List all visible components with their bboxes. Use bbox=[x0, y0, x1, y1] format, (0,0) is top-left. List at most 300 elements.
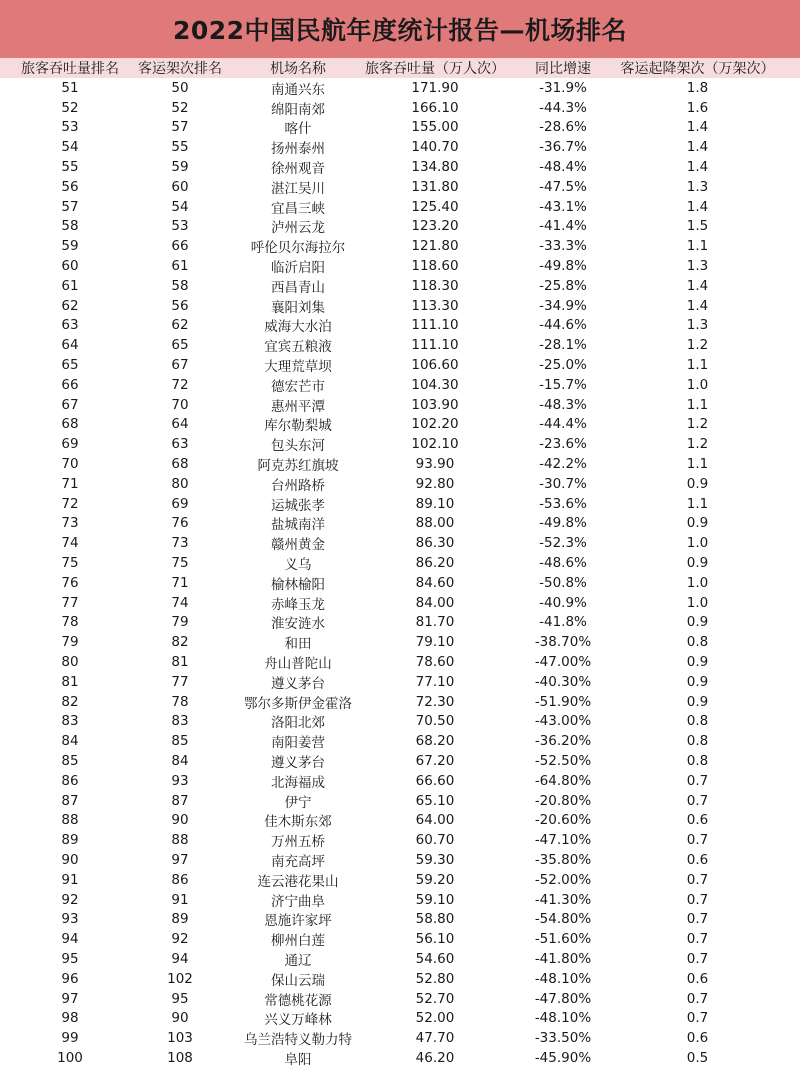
cell-flight-movements: 0.6 bbox=[686, 970, 709, 987]
cell-flight-rank: 78 bbox=[171, 693, 189, 710]
cell-airport-name: 常德桃花源 bbox=[264, 992, 332, 1009]
cell-passenger-throughput: 84.60 bbox=[415, 574, 455, 591]
cell-flight-rank: 87 bbox=[171, 792, 189, 809]
cell-flight-movements: 0.7 bbox=[686, 792, 709, 809]
cell-passenger-rank: 68 bbox=[61, 416, 79, 433]
cell-airport-name: 北海福成 bbox=[271, 774, 325, 791]
cell-yoy-growth: -33.3% bbox=[539, 238, 587, 255]
cell-airport-name: 南通兴东 bbox=[271, 81, 325, 98]
cell-airport-name: 伊宁 bbox=[284, 794, 312, 811]
table-row bbox=[0, 355, 800, 375]
cell-yoy-growth: -52.00% bbox=[534, 871, 592, 888]
cell-passenger-rank: 72 bbox=[61, 495, 79, 512]
cell-passenger-throughput: 134.80 bbox=[411, 159, 459, 176]
cell-flight-movements: 0.9 bbox=[686, 475, 709, 492]
header-passenger-throughput: 旅客吞吐量（万人次） bbox=[365, 61, 505, 77]
cell-airport-name: 喀什 bbox=[284, 121, 312, 138]
cell-flight-movements: 1.1 bbox=[686, 495, 709, 512]
header-passenger-rank: 旅客吞吐量排名 bbox=[21, 61, 119, 77]
cell-airport-name: 宜宾五粮液 bbox=[264, 339, 332, 356]
cell-airport-name: 绵阳南郊 bbox=[271, 101, 325, 118]
cell-passenger-rank: 73 bbox=[61, 515, 79, 532]
cell-flight-rank: 55 bbox=[171, 139, 189, 156]
cell-yoy-growth: -49.8% bbox=[539, 515, 587, 532]
cell-passenger-rank: 87 bbox=[61, 792, 79, 809]
cell-flight-rank: 86 bbox=[171, 871, 189, 888]
cell-flight-rank: 84 bbox=[171, 752, 189, 769]
cell-flight-rank: 91 bbox=[171, 891, 189, 908]
table-row bbox=[0, 197, 800, 217]
cell-flight-movements: 1.4 bbox=[686, 119, 709, 136]
cell-flight-rank: 79 bbox=[171, 614, 189, 631]
cell-yoy-growth: -23.6% bbox=[539, 436, 587, 453]
cell-yoy-growth: -30.7% bbox=[539, 475, 587, 492]
table-row bbox=[0, 118, 800, 138]
table-row bbox=[0, 474, 800, 494]
cell-yoy-growth: -43.1% bbox=[539, 198, 587, 215]
cell-yoy-growth: -41.80% bbox=[534, 950, 592, 967]
cell-passenger-rank: 84 bbox=[61, 733, 79, 750]
table-row bbox=[0, 177, 800, 197]
cell-passenger-throughput: 81.70 bbox=[415, 614, 455, 631]
cell-flight-rank: 50 bbox=[171, 79, 189, 96]
cell-passenger-throughput: 59.10 bbox=[415, 891, 455, 908]
cell-flight-rank: 90 bbox=[171, 812, 189, 829]
cell-flight-movements: 0.7 bbox=[686, 891, 709, 908]
cell-passenger-rank: 62 bbox=[61, 297, 79, 314]
table-row bbox=[0, 157, 800, 177]
cell-airport-name: 兴义万峰林 bbox=[264, 1012, 332, 1029]
cell-flight-rank: 63 bbox=[171, 436, 189, 453]
cell-airport-name: 湛江吴川 bbox=[271, 180, 325, 197]
table-row bbox=[0, 890, 800, 910]
cell-flight-movements: 1.4 bbox=[686, 159, 709, 176]
cell-flight-movements: 1.1 bbox=[686, 357, 709, 374]
cell-flight-movements: 0.7 bbox=[686, 931, 709, 948]
table-row bbox=[0, 712, 800, 732]
cell-passenger-rank: 78 bbox=[61, 614, 79, 631]
cell-passenger-rank: 64 bbox=[61, 337, 79, 354]
cell-airport-name: 宜昌三峡 bbox=[271, 200, 325, 217]
cell-airport-name: 义乌 bbox=[284, 557, 312, 574]
table-row bbox=[0, 949, 800, 969]
cell-yoy-growth: -35.80% bbox=[534, 851, 592, 868]
cell-passenger-throughput: 60.70 bbox=[415, 832, 455, 849]
cell-flight-movements: 0.8 bbox=[686, 713, 709, 730]
cell-passenger-rank: 55 bbox=[61, 159, 79, 176]
cell-airport-name: 和田 bbox=[284, 636, 312, 653]
cell-passenger-throughput: 64.00 bbox=[415, 812, 455, 829]
cell-passenger-throughput: 155.00 bbox=[411, 119, 459, 136]
cell-airport-name: 连云港花果山 bbox=[257, 873, 339, 890]
cell-flight-movements: 0.7 bbox=[686, 1010, 709, 1027]
cell-yoy-growth: -44.6% bbox=[539, 317, 587, 334]
cell-flight-rank: 70 bbox=[171, 396, 189, 413]
cell-flight-rank: 60 bbox=[171, 178, 189, 195]
cell-passenger-rank: 70 bbox=[61, 456, 79, 473]
cell-passenger-throughput: 54.60 bbox=[415, 950, 455, 967]
title-bar bbox=[0, 0, 800, 58]
cell-yoy-growth: -38.70% bbox=[534, 634, 592, 651]
cell-yoy-growth: -47.80% bbox=[534, 990, 592, 1007]
cell-flight-movements: 0.8 bbox=[686, 634, 709, 651]
cell-passenger-rank: 61 bbox=[61, 277, 79, 294]
cell-yoy-growth: -41.8% bbox=[539, 614, 587, 631]
cell-passenger-rank: 82 bbox=[61, 693, 79, 710]
cell-passenger-rank: 77 bbox=[61, 594, 79, 611]
cell-yoy-growth: -15.7% bbox=[539, 376, 587, 393]
cell-yoy-growth: -25.0% bbox=[539, 357, 587, 374]
cell-passenger-throughput: 88.00 bbox=[415, 515, 455, 532]
cell-yoy-growth: -64.80% bbox=[534, 772, 592, 789]
cell-airport-name: 通辽 bbox=[284, 952, 312, 969]
cell-passenger-rank: 60 bbox=[61, 258, 79, 275]
cell-flight-movements: 0.6 bbox=[686, 1030, 709, 1047]
cell-airport-name: 保山云瑞 bbox=[271, 972, 325, 989]
cell-yoy-growth: -31.9% bbox=[539, 79, 587, 96]
cell-passenger-throughput: 78.60 bbox=[415, 654, 455, 670]
cell-passenger-throughput: 131.80 bbox=[411, 178, 459, 195]
cell-flight-movements: 0.9 bbox=[686, 654, 709, 670]
cell-yoy-growth: -48.3% bbox=[539, 396, 587, 413]
header-yoy-growth: 同比增速 bbox=[535, 61, 591, 77]
cell-airport-name: 赤峰玉龙 bbox=[271, 596, 325, 613]
cell-passenger-throughput: 52.80 bbox=[415, 970, 455, 987]
cell-passenger-rank: 63 bbox=[61, 317, 79, 334]
page-title: 2022中国民航年度统计报告—机场排名 bbox=[172, 16, 628, 45]
cell-yoy-growth: -44.4% bbox=[539, 416, 587, 433]
cell-yoy-growth: -36.7% bbox=[539, 139, 587, 156]
table-row bbox=[0, 632, 800, 652]
cell-flight-rank: 67 bbox=[171, 357, 189, 374]
cell-yoy-growth: -45.90% bbox=[534, 1049, 592, 1066]
cell-passenger-throughput: 86.30 bbox=[415, 535, 455, 552]
cell-passenger-rank: 80 bbox=[61, 654, 79, 670]
cell-passenger-rank: 83 bbox=[61, 713, 79, 730]
cell-flight-movements: 1.5 bbox=[686, 218, 709, 235]
cell-passenger-throughput: 56.10 bbox=[415, 931, 455, 948]
cell-yoy-growth: -41.4% bbox=[539, 218, 587, 235]
cell-flight-movements: 0.9 bbox=[686, 693, 709, 710]
table-row bbox=[0, 434, 800, 454]
cell-passenger-rank: 89 bbox=[61, 832, 79, 849]
cell-airport-name: 德宏芒市 bbox=[271, 378, 325, 395]
cell-airport-name: 襄阳刘集 bbox=[271, 299, 325, 316]
cell-passenger-throughput: 52.70 bbox=[415, 990, 455, 1007]
cell-flight-rank: 69 bbox=[171, 495, 189, 512]
cell-flight-movements: 0.7 bbox=[686, 832, 709, 849]
cell-airport-name: 佳木斯东郊 bbox=[264, 814, 332, 831]
cell-passenger-rank: 81 bbox=[61, 673, 79, 690]
cell-yoy-growth: -34.9% bbox=[539, 297, 587, 314]
table-row bbox=[0, 613, 800, 633]
cell-flight-movements: 0.7 bbox=[686, 950, 709, 967]
cell-flight-rank: 82 bbox=[171, 634, 189, 651]
cell-yoy-growth: -36.20% bbox=[534, 733, 592, 750]
cell-passenger-rank: 59 bbox=[61, 238, 79, 255]
cell-passenger-throughput: 102.20 bbox=[411, 416, 459, 433]
cell-passenger-throughput: 104.30 bbox=[411, 376, 459, 393]
cell-airport-name: 阿克苏红旗坡 bbox=[257, 458, 339, 475]
cell-flight-rank: 59 bbox=[171, 159, 189, 176]
cell-passenger-rank: 86 bbox=[61, 772, 79, 789]
cell-passenger-rank: 58 bbox=[61, 218, 79, 235]
cell-flight-rank: 66 bbox=[171, 238, 189, 255]
table-row bbox=[0, 335, 800, 355]
cell-passenger-throughput: 59.30 bbox=[415, 851, 455, 868]
cell-passenger-throughput: 111.10 bbox=[411, 317, 459, 334]
cell-passenger-throughput: 118.60 bbox=[411, 258, 459, 275]
table-body bbox=[0, 78, 800, 1068]
cell-passenger-throughput: 140.70 bbox=[411, 139, 459, 156]
header-flight-rank: 客运架次排名 bbox=[138, 61, 222, 77]
table-row bbox=[0, 375, 800, 395]
cell-flight-movements: 1.3 bbox=[686, 258, 709, 275]
cell-flight-rank: 108 bbox=[167, 1049, 193, 1066]
cell-flight-rank: 88 bbox=[171, 832, 189, 849]
cell-flight-rank: 57 bbox=[171, 119, 189, 136]
cell-yoy-growth: -28.6% bbox=[539, 119, 587, 136]
cell-passenger-rank: 69 bbox=[61, 436, 79, 453]
cell-flight-rank: 68 bbox=[171, 456, 189, 473]
cell-yoy-growth: -47.5% bbox=[539, 178, 587, 195]
cell-airport-name: 柳州白莲 bbox=[271, 933, 325, 950]
cell-yoy-growth: -51.90% bbox=[534, 693, 592, 710]
header-flight-movements: 客运起降架次（万架次） bbox=[620, 61, 775, 77]
cell-passenger-rank: 99 bbox=[61, 1030, 79, 1047]
table-row bbox=[0, 830, 800, 850]
cell-flight-rank: 90 bbox=[171, 1010, 189, 1027]
table-row bbox=[0, 573, 800, 593]
table-row bbox=[0, 395, 800, 415]
table-row bbox=[0, 494, 800, 514]
cell-airport-name: 鄂尔多斯伊金霍洛 bbox=[244, 695, 352, 712]
cell-passenger-throughput: 72.30 bbox=[415, 693, 455, 710]
cell-airport-name: 台州路桥 bbox=[271, 477, 325, 494]
cell-airport-name: 库尔勒梨城 bbox=[264, 418, 332, 435]
cell-flight-movements: 1.3 bbox=[686, 317, 709, 334]
cell-yoy-growth: -50.8% bbox=[539, 574, 587, 591]
cell-flight-movements: 0.5 bbox=[686, 1049, 709, 1066]
cell-passenger-rank: 88 bbox=[61, 812, 79, 829]
table-row bbox=[0, 1008, 800, 1028]
cell-flight-movements: 1.8 bbox=[686, 79, 709, 96]
cell-yoy-growth: -25.8% bbox=[539, 277, 587, 294]
cell-passenger-rank: 66 bbox=[61, 376, 79, 393]
cell-yoy-growth: -28.1% bbox=[539, 337, 587, 354]
cell-flight-rank: 74 bbox=[171, 594, 189, 611]
cell-flight-movements: 1.2 bbox=[686, 436, 709, 453]
cell-airport-name: 遵义茅台 bbox=[271, 754, 325, 771]
cell-airport-name: 赣州黄金 bbox=[271, 537, 325, 554]
cell-passenger-throughput: 79.10 bbox=[415, 634, 455, 651]
cell-airport-name: 大理荒草坝 bbox=[264, 359, 332, 376]
table-row bbox=[0, 791, 800, 811]
cell-passenger-rank: 79 bbox=[61, 634, 79, 651]
cell-flight-rank: 54 bbox=[171, 198, 189, 215]
cell-passenger-throughput: 121.80 bbox=[411, 238, 459, 255]
cell-flight-movements: 1.2 bbox=[686, 416, 709, 433]
cell-yoy-growth: -48.6% bbox=[539, 555, 587, 572]
cell-airport-name: 西昌青山 bbox=[271, 279, 325, 296]
cell-passenger-rank: 97 bbox=[61, 990, 79, 1007]
table-row bbox=[0, 1028, 800, 1048]
cell-yoy-growth: -49.8% bbox=[539, 258, 587, 275]
cell-airport-name: 扬州泰州 bbox=[271, 141, 325, 158]
cell-passenger-throughput: 93.90 bbox=[415, 456, 455, 473]
cell-passenger-throughput: 77.10 bbox=[415, 673, 455, 690]
cell-airport-name: 遵义茅台 bbox=[271, 675, 325, 692]
cell-passenger-throughput: 59.20 bbox=[415, 871, 455, 888]
cell-passenger-throughput: 171.90 bbox=[411, 79, 459, 96]
cell-passenger-rank: 75 bbox=[61, 555, 79, 572]
cell-flight-movements: 0.9 bbox=[686, 673, 709, 690]
cell-yoy-growth: -44.3% bbox=[539, 99, 587, 116]
cell-passenger-rank: 74 bbox=[61, 535, 79, 552]
cell-flight-rank: 103 bbox=[167, 1030, 193, 1047]
cell-passenger-throughput: 92.80 bbox=[415, 475, 455, 492]
cell-yoy-growth: -20.60% bbox=[534, 812, 592, 829]
cell-flight-movements: 1.1 bbox=[686, 238, 709, 255]
cell-yoy-growth: -52.3% bbox=[539, 535, 587, 552]
cell-flight-movements: 1.3 bbox=[686, 178, 709, 195]
table-row bbox=[0, 137, 800, 157]
cell-flight-movements: 0.7 bbox=[686, 911, 709, 928]
cell-passenger-throughput: 111.10 bbox=[411, 337, 459, 354]
cell-airport-name: 呼伦贝尔海拉尔 bbox=[250, 240, 346, 257]
table-row bbox=[0, 672, 800, 692]
cell-flight-movements: 1.0 bbox=[686, 574, 709, 591]
cell-airport-name: 阜阳 bbox=[284, 1051, 312, 1068]
cell-airport-name: 乌兰浩特义勒力特 bbox=[244, 1032, 352, 1049]
cell-flight-movements: 0.7 bbox=[686, 772, 709, 789]
cell-passenger-rank: 76 bbox=[61, 574, 79, 591]
cell-passenger-throughput: 166.10 bbox=[411, 99, 459, 116]
cell-passenger-throughput: 46.20 bbox=[415, 1049, 455, 1066]
cell-yoy-growth: -47.00% bbox=[534, 654, 592, 670]
table-row bbox=[0, 652, 800, 672]
cell-airport-name: 万州五桥 bbox=[271, 834, 325, 851]
cell-passenger-throughput: 66.60 bbox=[415, 772, 455, 789]
cell-passenger-rank: 56 bbox=[61, 178, 79, 195]
cell-airport-name: 徐州观音 bbox=[271, 161, 325, 178]
cell-yoy-growth: -20.80% bbox=[534, 792, 592, 809]
cell-flight-rank: 62 bbox=[171, 317, 189, 334]
cell-flight-movements: 1.0 bbox=[686, 594, 709, 611]
cell-yoy-growth: -40.9% bbox=[539, 594, 587, 611]
cell-passenger-throughput: 123.20 bbox=[411, 218, 459, 235]
cell-yoy-growth: -48.10% bbox=[534, 1010, 592, 1027]
cell-airport-name: 盐城南洋 bbox=[271, 517, 325, 534]
cell-passenger-rank: 53 bbox=[61, 119, 79, 136]
table-row bbox=[0, 514, 800, 534]
table-row bbox=[0, 593, 800, 613]
cell-flight-rank: 71 bbox=[171, 574, 189, 591]
cell-passenger-rank: 71 bbox=[61, 475, 79, 492]
cell-flight-rank: 80 bbox=[171, 475, 189, 492]
cell-flight-rank: 65 bbox=[171, 337, 189, 354]
table-row bbox=[0, 810, 800, 830]
table-row bbox=[0, 236, 800, 256]
cell-passenger-throughput: 65.10 bbox=[415, 792, 455, 809]
table-row bbox=[0, 217, 800, 237]
cell-passenger-rank: 93 bbox=[61, 911, 79, 928]
table-row bbox=[0, 731, 800, 751]
cell-passenger-rank: 96 bbox=[61, 970, 79, 987]
cell-airport-name: 南阳姜营 bbox=[271, 735, 325, 752]
table-row bbox=[0, 98, 800, 118]
cell-passenger-rank: 67 bbox=[61, 396, 79, 413]
cell-airport-name: 淮安涟水 bbox=[271, 616, 325, 633]
cell-yoy-growth: -43.00% bbox=[534, 713, 592, 730]
cell-flight-movements: 1.2 bbox=[686, 337, 709, 354]
cell-airport-name: 洛阳北郊 bbox=[271, 715, 325, 732]
cell-airport-name: 包头东河 bbox=[271, 438, 325, 455]
cell-flight-rank: 72 bbox=[171, 376, 189, 393]
cell-flight-rank: 64 bbox=[171, 416, 189, 433]
cell-passenger-throughput: 125.40 bbox=[411, 198, 459, 215]
cell-airport-name: 恩施许家坪 bbox=[264, 913, 332, 930]
cell-flight-rank: 85 bbox=[171, 733, 189, 750]
cell-passenger-rank: 51 bbox=[61, 79, 79, 96]
cell-flight-rank: 77 bbox=[171, 673, 189, 690]
cell-flight-rank: 102 bbox=[167, 970, 193, 987]
cell-flight-movements: 0.6 bbox=[686, 851, 709, 868]
table-row bbox=[0, 78, 800, 98]
cell-flight-movements: 1.4 bbox=[686, 297, 709, 314]
cell-flight-movements: 0.9 bbox=[686, 515, 709, 532]
cell-airport-name: 济宁曲阜 bbox=[271, 893, 325, 910]
cell-flight-movements: 1.0 bbox=[686, 535, 709, 552]
cell-passenger-throughput: 113.30 bbox=[411, 297, 459, 314]
cell-flight-movements: 1.0 bbox=[686, 376, 709, 393]
cell-flight-rank: 92 bbox=[171, 931, 189, 948]
table-row bbox=[0, 870, 800, 890]
cell-flight-movements: 1.4 bbox=[686, 277, 709, 294]
cell-passenger-rank: 54 bbox=[61, 139, 79, 156]
table-row bbox=[0, 909, 800, 929]
table-row bbox=[0, 454, 800, 474]
cell-yoy-growth: -48.10% bbox=[534, 970, 592, 987]
cell-passenger-rank: 85 bbox=[61, 752, 79, 769]
cell-flight-rank: 94 bbox=[171, 950, 189, 967]
cell-passenger-throughput: 106.60 bbox=[411, 357, 459, 374]
cell-flight-movements: 1.4 bbox=[686, 198, 709, 215]
cell-flight-rank: 95 bbox=[171, 990, 189, 1007]
table-row bbox=[0, 969, 800, 989]
cell-passenger-rank: 92 bbox=[61, 891, 79, 908]
cell-passenger-rank: 100 bbox=[57, 1049, 83, 1066]
table-row bbox=[0, 692, 800, 712]
table-row bbox=[0, 771, 800, 791]
cell-yoy-growth: -47.10% bbox=[534, 832, 592, 849]
cell-flight-rank: 52 bbox=[171, 99, 189, 116]
cell-flight-movements: 0.9 bbox=[686, 614, 709, 631]
table-row bbox=[0, 276, 800, 296]
cell-passenger-rank: 95 bbox=[61, 950, 79, 967]
cell-yoy-growth: -42.2% bbox=[539, 456, 587, 473]
cell-yoy-growth: -54.80% bbox=[534, 911, 592, 928]
cell-flight-movements: 0.8 bbox=[686, 733, 709, 750]
cell-airport-name: 运城张孝 bbox=[271, 497, 325, 514]
cell-airport-name: 泸州云龙 bbox=[271, 220, 325, 237]
cell-passenger-throughput: 118.30 bbox=[411, 277, 459, 294]
cell-flight-movements: 0.8 bbox=[686, 752, 709, 769]
cell-flight-rank: 58 bbox=[171, 277, 189, 294]
cell-airport-name: 舟山普陀山 bbox=[264, 656, 332, 672]
cell-flight-rank: 81 bbox=[171, 654, 189, 670]
cell-passenger-throughput: 58.80 bbox=[415, 911, 455, 928]
